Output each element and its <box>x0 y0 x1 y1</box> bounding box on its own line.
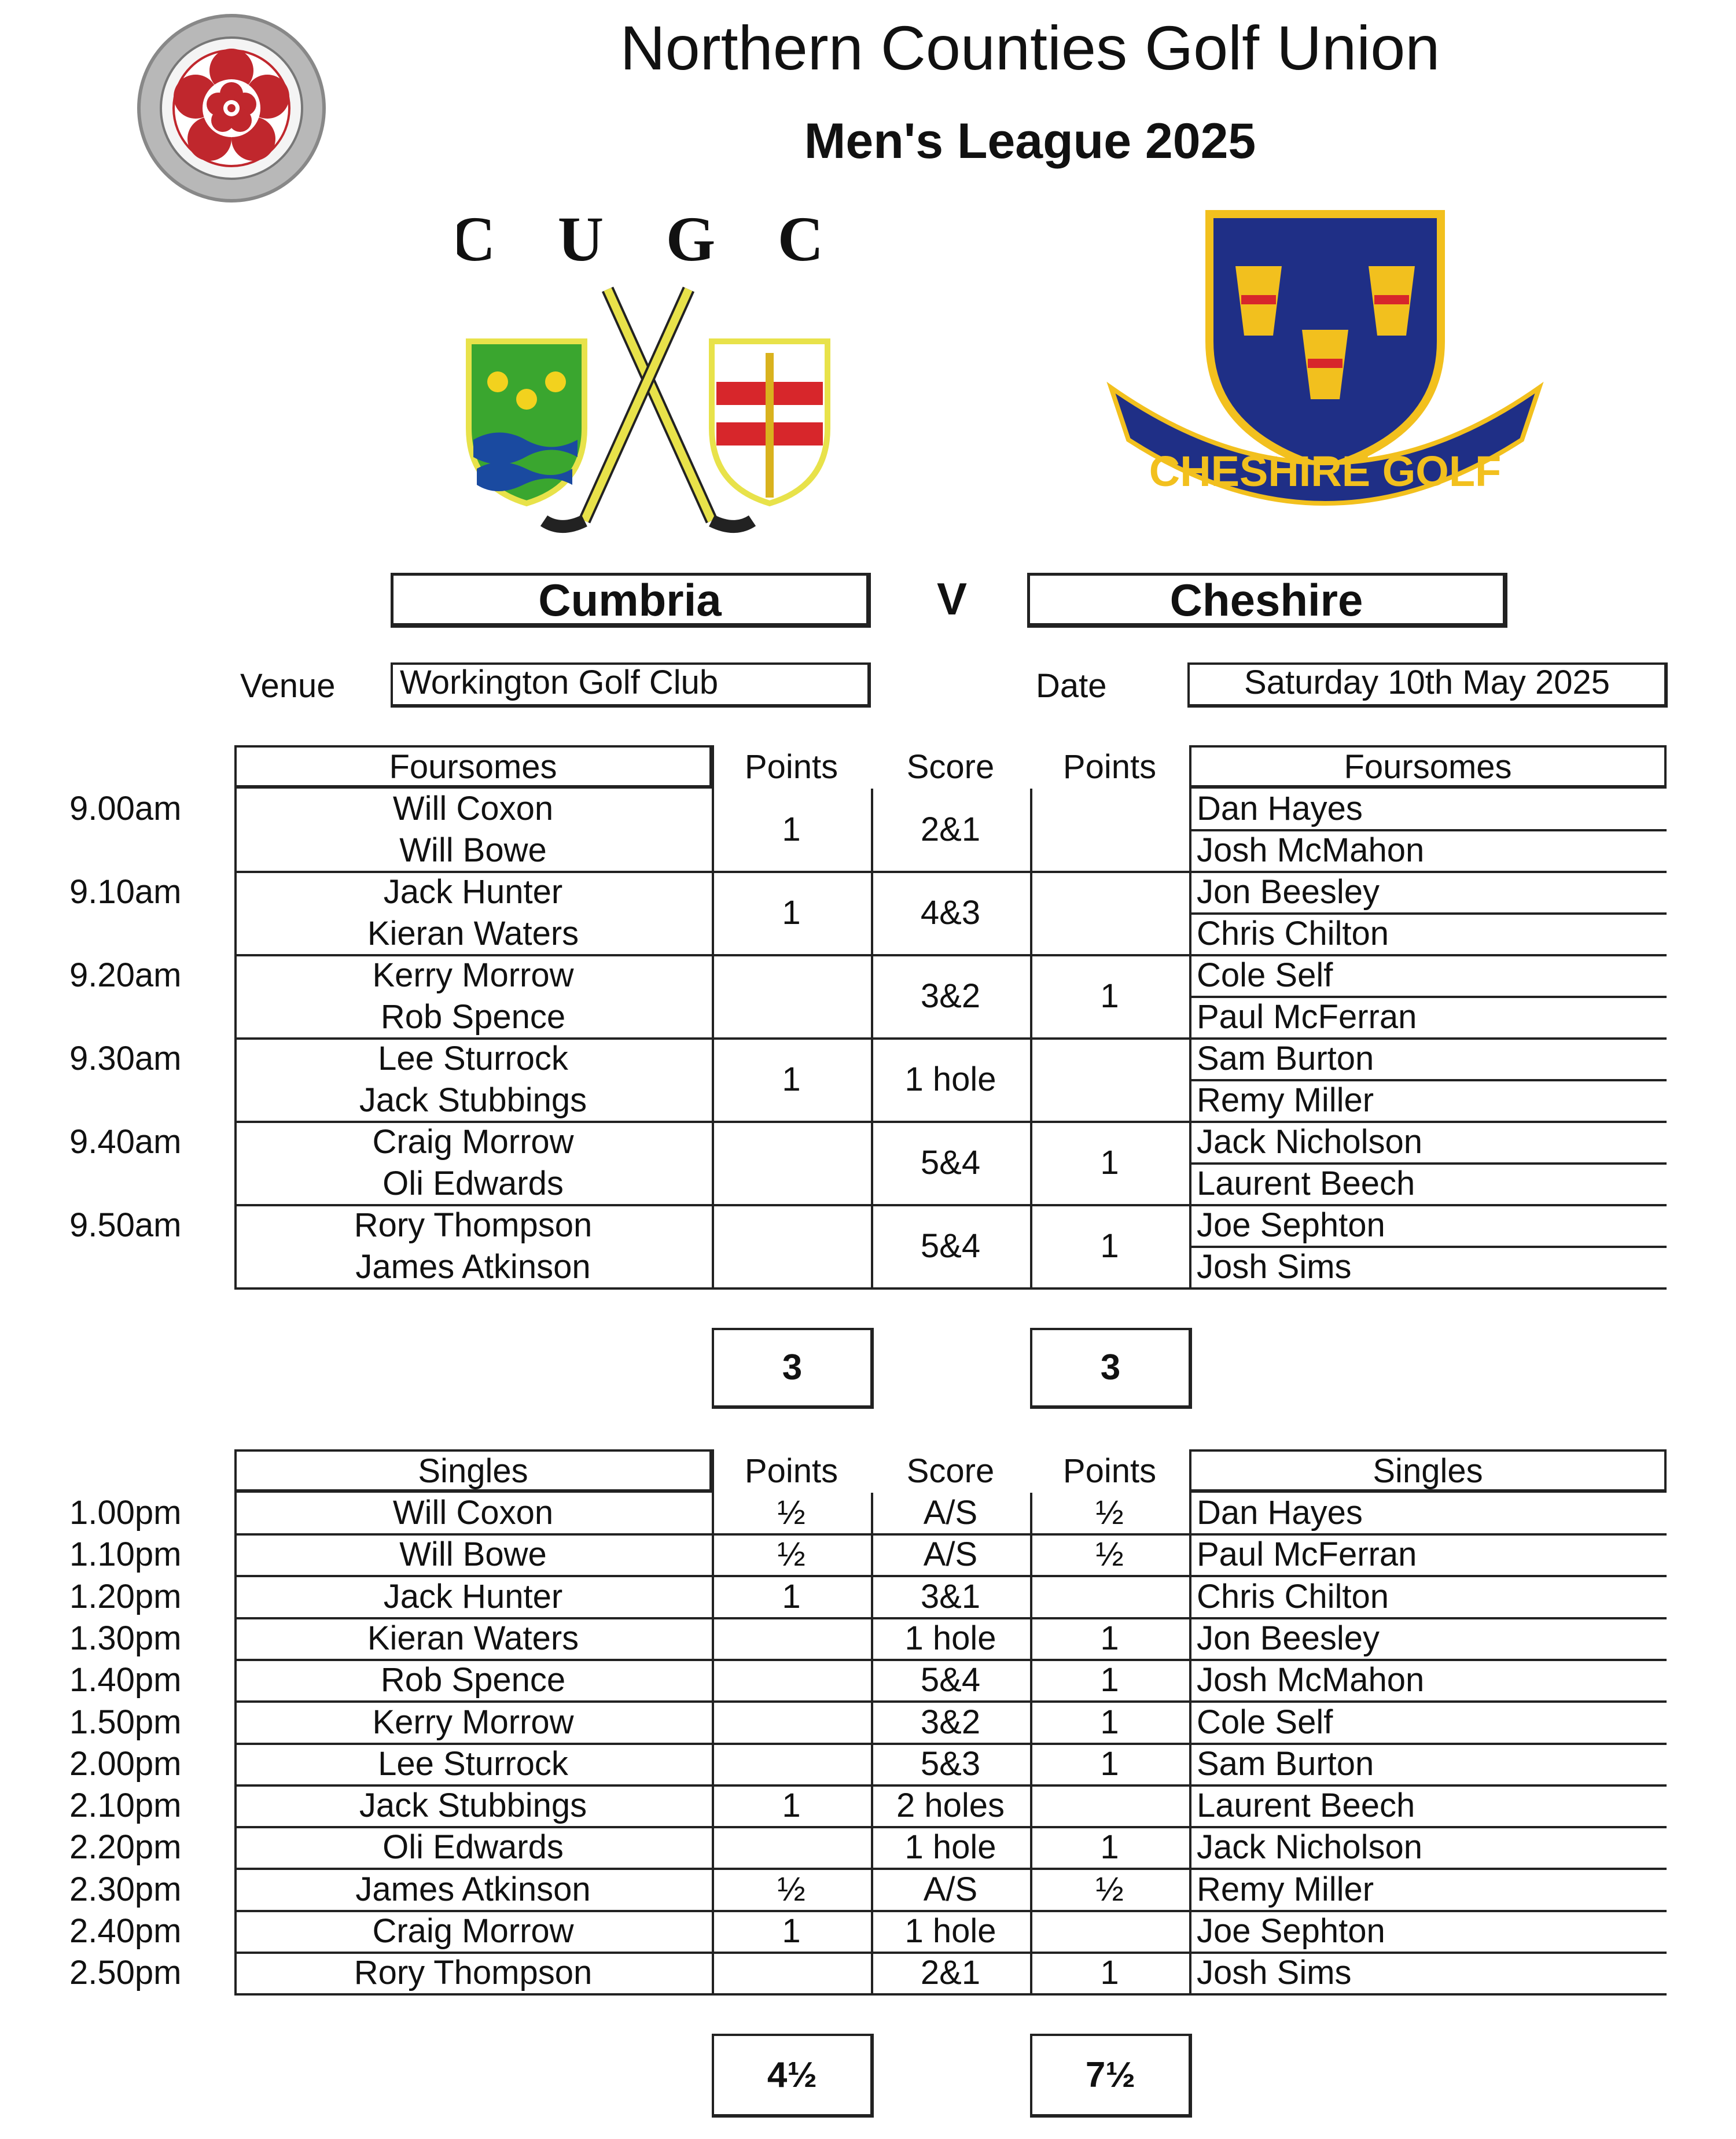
home-player: Jack Hunter <box>383 873 563 911</box>
away-points: ½ <box>1095 1536 1124 1573</box>
time-label: 2.40pm <box>69 1912 182 1950</box>
home-player: Will Coxon <box>392 790 554 827</box>
home-player: James Atkinson <box>355 1248 591 1286</box>
match-score: 2 holes <box>896 1787 1005 1824</box>
ncgu-rose-logo <box>136 13 327 204</box>
away-player: Laurent Beech <box>1197 1165 1415 1202</box>
cugc-logo-lettering: C U G C <box>457 208 839 274</box>
match-score: 1 hole <box>904 1061 996 1098</box>
away-points: 1 <box>1100 1619 1119 1657</box>
away-points: ½ <box>1095 1494 1124 1531</box>
time-label: 9.20am <box>69 956 182 994</box>
time-label: 1.20pm <box>69 1578 182 1615</box>
row-divider <box>1189 1162 1667 1165</box>
away-player: Jon Beesley <box>1197 1619 1380 1657</box>
singles-header-away-points: Points <box>1062 1452 1157 1490</box>
home-player: Kerry Morrow <box>372 956 574 994</box>
away-player: Dan Hayes <box>1197 1494 1363 1531</box>
home-player: Kieran Waters <box>367 1619 579 1657</box>
away-player: Laurent Beech <box>1197 1787 1415 1824</box>
match-score: 2&1 <box>920 1954 981 1991</box>
away-team-box: Cheshire <box>1027 573 1507 628</box>
time-label: 9.00am <box>69 790 182 827</box>
cheshire-golf-logo <box>1099 197 1551 544</box>
match-score: 5&4 <box>920 1661 981 1699</box>
time-label: 2.50pm <box>69 1954 182 1991</box>
home-player: Lee Sturrock <box>378 1745 568 1783</box>
versus-label: V <box>936 573 968 624</box>
away-player: Remy Miller <box>1197 1871 1374 1908</box>
away-player: Jon Beesley <box>1197 873 1380 911</box>
home-points: 1 <box>782 1787 801 1824</box>
away-points: 1 <box>1100 1828 1119 1866</box>
home-player: Will Bowe <box>399 831 547 869</box>
match-score: 3&2 <box>920 1703 981 1741</box>
away-player: Chris Chilton <box>1197 1578 1389 1615</box>
home-points: 1 <box>782 1912 801 1950</box>
page-title: Northern Counties Golf Union <box>620 13 1440 83</box>
home-player: Will Bowe <box>399 1536 547 1573</box>
foursomes-header-score: Score <box>906 748 995 786</box>
singles-total-home: 4½ <box>712 2034 874 2118</box>
row-divider <box>1189 912 1667 915</box>
singles-header-away: Singles <box>1189 1449 1667 1493</box>
away-player: Sam Burton <box>1197 1040 1374 1077</box>
foursomes-header-away-points: Points <box>1062 748 1157 786</box>
away-points: 1 <box>1100 1144 1119 1181</box>
away-player: Paul McFerran <box>1197 998 1417 1036</box>
home-player: James Atkinson <box>355 1871 591 1908</box>
match-score: 4&3 <box>920 894 981 932</box>
home-team-box: Cumbria <box>391 573 871 628</box>
away-player: Jack Nicholson <box>1197 1828 1423 1866</box>
away-player: Josh Sims <box>1197 1248 1352 1286</box>
home-points: 1 <box>782 1061 801 1098</box>
foursomes-header-home: Foursomes <box>234 745 712 789</box>
match-score: 5&3 <box>920 1745 981 1783</box>
away-points: 1 <box>1100 1954 1119 1991</box>
home-player: Rory Thompson <box>354 1954 593 1991</box>
row-divider <box>1189 829 1667 831</box>
date-field: Saturday 10th May 2025 <box>1187 662 1668 708</box>
time-label: 2.00pm <box>69 1745 182 1783</box>
home-player: Jack Hunter <box>383 1578 563 1615</box>
away-points: 1 <box>1100 1227 1119 1265</box>
date-label: Date <box>1036 667 1107 705</box>
match-score: 1 hole <box>904 1828 996 1866</box>
away-points: 1 <box>1100 1661 1119 1699</box>
row-divider <box>234 1287 1667 1290</box>
home-player: Jack Stubbings <box>359 1081 587 1119</box>
time-label: 2.10pm <box>69 1787 182 1824</box>
home-player: Rory Thompson <box>354 1206 593 1244</box>
away-player: Remy Miller <box>1197 1081 1374 1119</box>
singles-header-home: Singles <box>234 1449 712 1493</box>
home-points: ½ <box>777 1871 806 1908</box>
time-label: 1.30pm <box>69 1619 182 1657</box>
time-label: 2.20pm <box>69 1828 182 1866</box>
match-score: 5&4 <box>920 1144 981 1181</box>
away-player: Dan Hayes <box>1197 790 1363 827</box>
away-player: Josh McMahon <box>1197 1661 1425 1699</box>
match-score: A/S <box>923 1536 978 1573</box>
home-player: Kieran Waters <box>367 915 579 952</box>
home-player: Lee Sturrock <box>378 1040 568 1077</box>
away-points: 1 <box>1100 1703 1119 1741</box>
time-label: 2.30pm <box>69 1871 182 1908</box>
time-label: 9.50am <box>69 1206 182 1244</box>
singles-header-score: Score <box>906 1452 995 1490</box>
time-label: 9.10am <box>69 873 182 911</box>
time-label: 1.00pm <box>69 1494 182 1531</box>
away-points: ½ <box>1095 1871 1124 1908</box>
match-score: A/S <box>923 1871 978 1908</box>
home-points: ½ <box>777 1536 806 1573</box>
match-score: 3&2 <box>920 977 981 1015</box>
away-points: 1 <box>1100 1745 1119 1783</box>
time-label: 9.30am <box>69 1040 182 1077</box>
away-player: Josh McMahon <box>1197 831 1425 869</box>
away-player: Chris Chilton <box>1197 915 1389 952</box>
home-player: Will Coxon <box>392 1494 554 1531</box>
foursomes-total-away: 3 <box>1030 1328 1192 1409</box>
row-divider <box>234 1993 1667 1996</box>
row-divider <box>1189 1079 1667 1081</box>
venue-field: Workington Golf Club <box>391 662 871 708</box>
cheshire-logo-lettering: CHESHIRE GOLF <box>1149 447 1502 495</box>
match-score: A/S <box>923 1494 978 1531</box>
away-player: Joe Sephton <box>1197 1206 1385 1244</box>
singles-header-home-points: Points <box>744 1452 838 1490</box>
home-player: Oli Edwards <box>382 1165 564 1202</box>
venue-label: Venue <box>240 667 336 705</box>
away-player: Jack Nicholson <box>1197 1123 1423 1161</box>
cugc-logo <box>457 208 839 555</box>
time-label: 1.50pm <box>69 1703 182 1741</box>
home-player: Jack Stubbings <box>359 1787 587 1824</box>
away-player: Paul McFerran <box>1197 1536 1417 1573</box>
away-player: Cole Self <box>1197 956 1333 994</box>
match-score: 3&1 <box>920 1578 981 1615</box>
foursomes-header-home-points: Points <box>744 748 838 786</box>
home-player: Craig Morrow <box>372 1912 574 1950</box>
home-player: Kerry Morrow <box>372 1703 574 1741</box>
home-points: 1 <box>782 811 801 848</box>
home-player: Oli Edwards <box>382 1828 564 1866</box>
match-score: 1 hole <box>904 1912 996 1950</box>
home-player: Rob Spence <box>380 998 566 1036</box>
time-label: 1.40pm <box>69 1661 182 1699</box>
time-label: 9.40am <box>69 1123 182 1161</box>
singles-total-away: 7½ <box>1030 2034 1192 2118</box>
match-score: 1 hole <box>904 1619 996 1657</box>
away-player: Sam Burton <box>1197 1745 1374 1783</box>
match-score: 5&4 <box>920 1227 981 1265</box>
match-score: 2&1 <box>920 811 981 848</box>
row-divider <box>1189 1246 1667 1248</box>
row-divider <box>1189 996 1667 998</box>
time-label: 1.10pm <box>69 1536 182 1573</box>
away-points: 1 <box>1100 977 1119 1015</box>
page-subtitle: Men's League 2025 <box>804 113 1256 169</box>
home-player: Craig Morrow <box>372 1123 574 1161</box>
away-player: Cole Self <box>1197 1703 1333 1741</box>
home-points: ½ <box>777 1494 806 1531</box>
away-player: Josh Sims <box>1197 1954 1352 1991</box>
foursomes-total-home: 3 <box>712 1328 874 1409</box>
home-points: 1 <box>782 894 801 932</box>
home-player: Rob Spence <box>380 1661 566 1699</box>
home-points: 1 <box>782 1578 801 1615</box>
foursomes-header-away: Foursomes <box>1189 745 1667 789</box>
away-player: Joe Sephton <box>1197 1912 1385 1950</box>
